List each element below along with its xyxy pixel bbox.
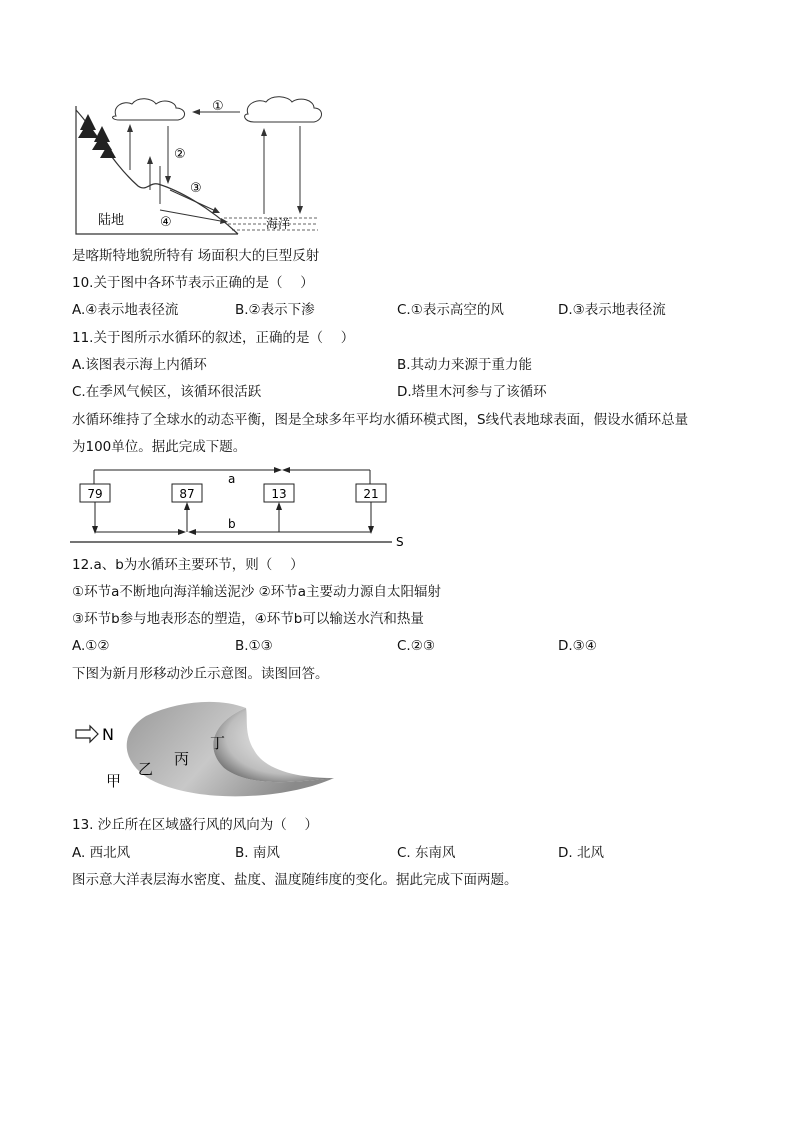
option-13d: D. 北风 — [558, 845, 604, 861]
option-13a: A. 西北风 — [72, 845, 131, 861]
water-cycle-diagram — [68, 94, 330, 240]
question-13: 13. 沙丘所在区域盛行风的风向为（ ） — [72, 817, 319, 833]
option-12d: D.③④ — [558, 638, 597, 654]
option-13c: C. 东南风 — [397, 845, 456, 861]
option-11c: C.在季风气候区，该循环很活跃 — [72, 384, 262, 400]
statement-line1: ①环节a不断地向海洋输送泥沙 ②环节a主要动力源自太阳辐射 — [72, 584, 442, 600]
global-water-cycle-diagram — [70, 462, 410, 548]
box-87: 87 — [179, 487, 195, 501]
arrow2-label: ② — [174, 147, 186, 162]
box-79: 79 — [87, 487, 103, 501]
land-label: 陆地 — [98, 213, 125, 228]
cloud-right — [245, 97, 322, 122]
arrow3-label: ③ — [190, 181, 202, 196]
label-b: b — [228, 517, 236, 531]
option-11b: B.其动力来源于重力能 — [397, 357, 533, 373]
intro-paragraph-line2: 为100单位。据此完成下题。 — [72, 439, 247, 455]
dune-slipface — [213, 708, 334, 782]
option-12c: C.②③ — [397, 638, 435, 654]
option-11d: D.塔里木河参与了该循环 — [397, 384, 547, 400]
option-10d: D.③表示地表径流 — [558, 302, 666, 318]
cloud-left — [113, 99, 185, 120]
box-21: 21 — [363, 487, 379, 501]
crescent-dune-diagram — [70, 694, 338, 806]
arrow4-label: ④ — [160, 215, 172, 230]
statement-line2: ③环节b参与地表形态的塑造，④环节b可以输送水汽和热量 — [72, 611, 424, 627]
north-label: N — [102, 725, 114, 744]
question-12: 12.a、b为水循环主要环节，则（ ） — [72, 557, 304, 573]
option-10a: A.④表示地表径流 — [72, 302, 179, 318]
option-12b: B.①③ — [235, 638, 273, 654]
label-yi: 乙 — [138, 760, 154, 778]
question-10: 10.关于图中各环节表示正确的是（ ） — [72, 275, 314, 291]
intro-dune: 下图为新月形移动沙丘示意图。读图回答。 — [72, 666, 329, 682]
wind-arrow-icon — [76, 726, 98, 742]
option-13b: B. 南风 — [235, 845, 280, 861]
tree-icon — [78, 114, 116, 158]
option-11a: A.该图表示海上内循环 — [72, 357, 207, 373]
intro-paragraph-line1: 水循环维持了全球水的动态平衡，图是全球多年平均水循环模式图，S线代表地球表面，假设水循环总量 — [72, 412, 689, 428]
label-ding: 丁 — [210, 734, 226, 752]
arrow1-label: ① — [212, 99, 224, 114]
box-13: 13 — [271, 487, 287, 501]
label-s: S — [396, 535, 404, 548]
label-a: a — [228, 472, 236, 486]
ocean-label: 海洋 — [266, 217, 291, 231]
label-jia: 甲 — [106, 772, 122, 790]
option-10b: B.②表示下渗 — [235, 302, 315, 318]
intro-ocean: 图示意大洋表层海水密度、盐度、温度随纬度的变化。据此完成下面两题。 — [72, 872, 518, 888]
label-bing: 丙 — [174, 750, 190, 768]
option-12a: A.①② — [72, 638, 110, 654]
text-line: 是喀斯特地貌所特有 场面积大的巨型反射 — [72, 248, 320, 264]
question-11: 11.关于图所示水循环的叙述，正确的是（ ） — [72, 330, 355, 346]
option-10c: C.①表示高空的风 — [397, 302, 504, 318]
